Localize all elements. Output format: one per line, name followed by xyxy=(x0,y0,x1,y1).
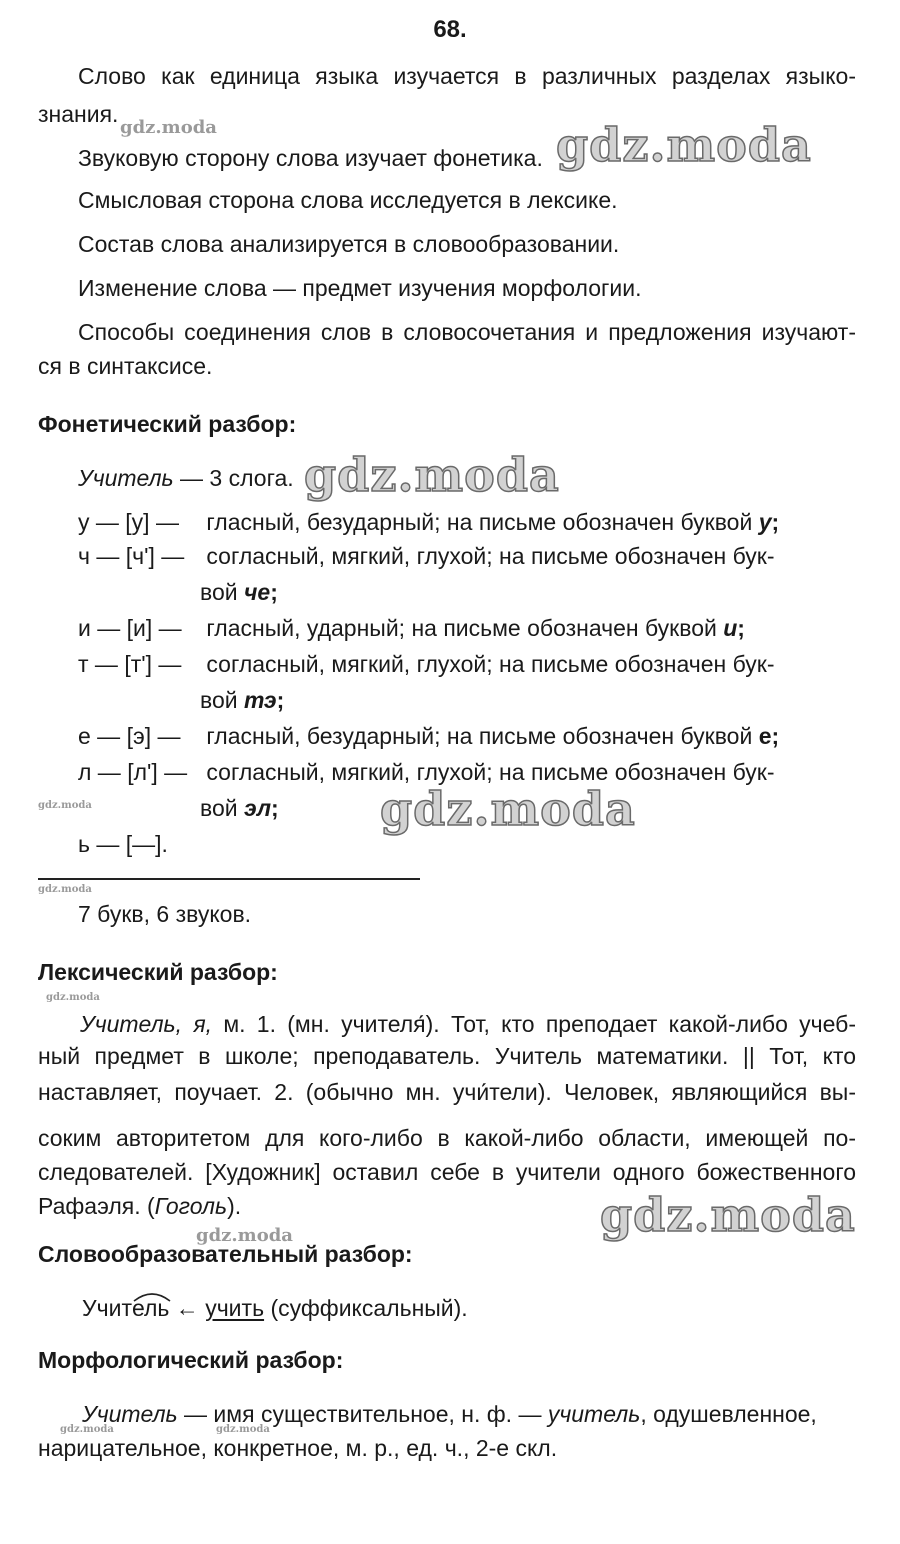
morphological-line-1 xyxy=(82,1398,817,1430)
phonetic-row-label: л — [л'] — xyxy=(78,759,188,785)
phonetic-row xyxy=(78,540,856,572)
watermark: gdz.moda xyxy=(304,448,560,502)
lexical-line-2: ный предмет в школе; преподаватель. Учитель математики. || Тот, кто xyxy=(38,1043,856,1069)
divider xyxy=(38,878,420,880)
phonetic-heading: Фонетический разбор: xyxy=(38,411,297,437)
morphological-normal-form: учитель xyxy=(547,1401,641,1427)
wordformation-arrow: ← xyxy=(169,1295,206,1321)
phonetic-row-label: е — [э] — xyxy=(78,723,181,749)
watermark-small: gdz.moda xyxy=(60,1424,114,1435)
lexical-line-5: следователей. [Художник] оставил себе в учители одного божественного xyxy=(38,1159,856,1185)
phonetic-row-text: согласный, мягкий, глухой; на письме обозначен бук- xyxy=(206,543,775,569)
wordformation-method: (суффиксальный). xyxy=(264,1295,468,1321)
lexical-line-6 xyxy=(38,1190,241,1222)
phonetic-row-letter: эл xyxy=(244,795,271,821)
phonetic-row-letter: у xyxy=(758,509,772,535)
phonetic-row-continuation xyxy=(200,684,284,716)
lexical-line-1 xyxy=(80,1008,856,1040)
intro-sentence-lexics: Смысловая сторона слова исследуется в лексике. xyxy=(78,187,618,213)
morphological-word: Учитель xyxy=(82,1401,178,1427)
phonetic-row-label: ч — [ч'] — xyxy=(78,543,185,569)
phonetic-row-end: ; xyxy=(771,509,780,535)
intro-sentence-syntax-2: ся в синтаксисе. xyxy=(38,353,213,379)
lexical-quote-end: Рафаэля. ( xyxy=(38,1193,155,1219)
lexical-paren-close: ). xyxy=(227,1193,242,1219)
phonetic-row-letter: че xyxy=(244,579,271,605)
phonetic-row-end: ; xyxy=(737,615,745,641)
watermark-small: gdz.moda xyxy=(46,992,100,1003)
lexical-headword: Учитель, я, xyxy=(80,1011,213,1037)
phonetic-row xyxy=(78,828,168,860)
lexical-heading: Лексический разбор: xyxy=(38,959,278,985)
phonetic-row-letter: тэ xyxy=(244,687,277,713)
intro-sentence-syntax-1: Способы соединения слов в словосочетания и предложения изучают- xyxy=(78,319,856,345)
phonetic-row-text: гласный, безударный; на письме обозначен буквой xyxy=(206,723,753,749)
suffix-arc-icon xyxy=(132,1289,172,1303)
watermark: gdz.moda xyxy=(380,782,636,836)
morphological-line-2: нарицательное, конкретное, м. р., ед. ч., 2-е скл. xyxy=(38,1435,558,1461)
wordformation-source: учить xyxy=(205,1295,265,1321)
watermark: gdz.moda xyxy=(600,1188,856,1242)
watermark-small: gdz.moda xyxy=(216,1424,270,1435)
phonetic-row-letter: и xyxy=(723,615,738,641)
phonetic-row-end: ; xyxy=(271,795,279,821)
morphological-heading: Морфологический разбор: xyxy=(38,1347,344,1373)
phonetic-row-letter: е xyxy=(758,723,772,749)
lexical-definition-start: м. 1. (мн. учителя́). Тот, кто преподает какой-либо учеб- xyxy=(223,1011,857,1037)
phonetic-row xyxy=(78,612,745,644)
phonetic-row-label: и — [и] — xyxy=(78,615,182,641)
intro-sentence-phonetics: Звуковую сторону слова изучает фонетика. xyxy=(78,145,543,171)
intro-line-1: Слово как единица языка изучается в различных разделах языко- xyxy=(78,63,856,89)
phonetic-row-cont-word: вой xyxy=(200,687,238,713)
phonetic-row-cont-word: вой xyxy=(200,795,238,821)
phonetic-row-text: согласный, мягкий, глухой; на письме обозначен бук- xyxy=(206,651,775,677)
watermark: gdz.moda xyxy=(556,118,812,172)
wordformation-line xyxy=(82,1292,468,1324)
phonetic-row-label: ь — [—]. xyxy=(78,831,168,857)
phonetic-row-text: согласный, мягкий, глухой; на письме обозначен бук- xyxy=(206,759,775,785)
morphological-text-a: — имя существительное, н. ф. — xyxy=(177,1401,548,1427)
phonetic-row-continuation xyxy=(200,576,278,608)
watermark-small: gdz.moda xyxy=(196,1225,293,1246)
lexical-line-4: соким авторитетом для кого-либо в какой-либо области, имеющей по- xyxy=(38,1125,856,1151)
phonetic-row-text: гласный, безударный; на письме обозначен буквой xyxy=(206,509,753,535)
wordformation-heading: Словообразовательный разбор: xyxy=(38,1241,413,1267)
lexical-line-3: наставляет, поучает. 2. (обычно мн. учи́тели). Человек, являющийся вы- xyxy=(38,1079,856,1105)
watermark-small: gdz.moda xyxy=(120,117,217,138)
page-number: 68. xyxy=(433,16,467,43)
lexical-author: Гоголь xyxy=(154,1193,228,1219)
morphological-text-b: , одушевленное, xyxy=(640,1401,817,1427)
wordformation-suffix-wrap xyxy=(132,1295,169,1321)
phonetic-row-end: ; xyxy=(270,579,278,605)
phonetic-word: Учитель xyxy=(78,465,174,491)
phonetic-row xyxy=(78,506,779,538)
phonetic-row-label: у — [у] — xyxy=(78,509,179,535)
phonetic-row-text: гласный, ударный; на письме обозначен буквой xyxy=(206,615,717,641)
phonetic-row-cont-word: вой xyxy=(200,579,238,605)
phonetic-summary: 7 букв, 6 звуков. xyxy=(78,901,252,927)
phonetic-syllables: — 3 слога. xyxy=(180,465,294,491)
phonetic-row-label: т — [т'] — xyxy=(78,651,182,677)
intro-line-2: знания. xyxy=(38,101,119,127)
intro-sentence-morphology: Изменение слова — предмет изучения морфологии. xyxy=(78,275,642,301)
phonetic-row xyxy=(78,720,779,752)
phonetic-row xyxy=(78,648,775,680)
watermark-small: gdz.moda xyxy=(38,884,92,895)
wordformation-suffix: ель xyxy=(131,1295,170,1321)
intro-sentence-wordformation: Состав слова анализируется в словообразовании. xyxy=(78,231,620,257)
phonetic-row-end: ; xyxy=(276,687,285,713)
phonetic-word-line xyxy=(78,462,294,494)
phonetic-row-continuation xyxy=(200,792,279,824)
wordformation-stem: Учит xyxy=(82,1295,132,1321)
watermark-small: gdz.moda xyxy=(38,800,92,811)
phonetic-row-end: ; xyxy=(771,723,780,749)
